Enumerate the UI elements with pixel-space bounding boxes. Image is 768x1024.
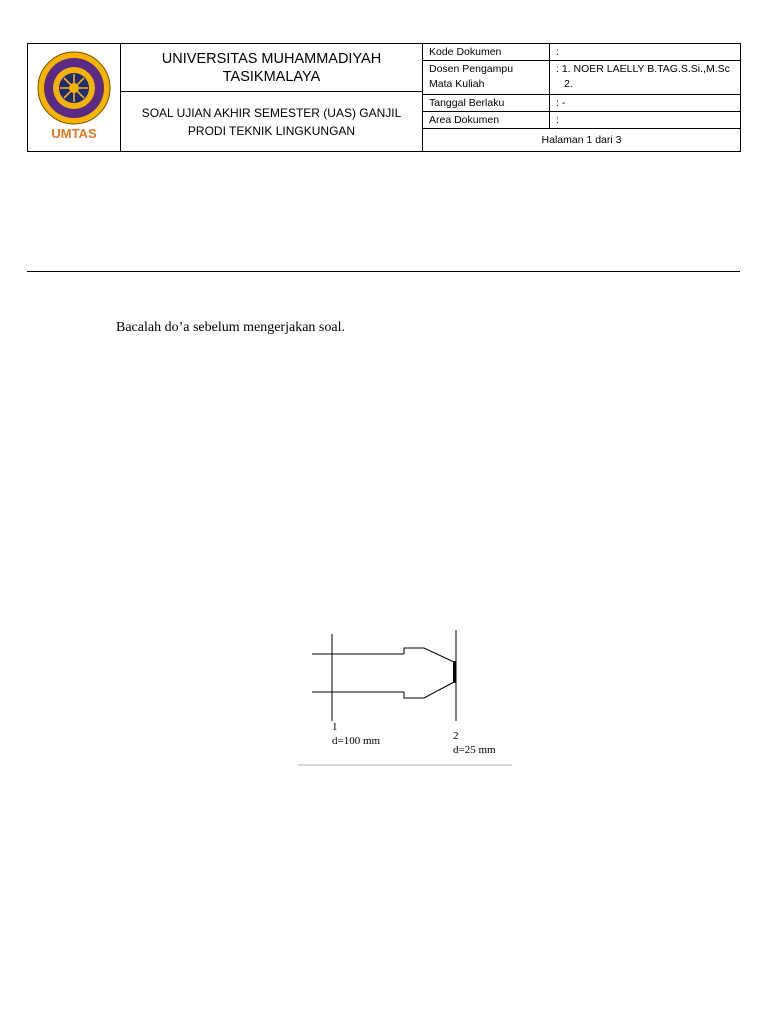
mata-kuliah-value: 2.	[564, 78, 573, 90]
kode-dokumen-value: :	[550, 44, 741, 61]
umtas-logo-icon	[34, 50, 114, 140]
exam-line2: PRODI TEKNIK LINGKUNGAN	[187, 123, 356, 138]
section-1-number: 1	[332, 721, 338, 733]
university-name	[121, 44, 423, 92]
exam-title	[121, 92, 423, 152]
row-area	[423, 112, 740, 129]
logo-cell	[28, 44, 121, 152]
dosen-matakuliah-value	[550, 61, 741, 95]
university-line2: TASIKMALAYA	[222, 68, 321, 85]
nozzle-top-contour	[404, 648, 454, 662]
row-dosen	[423, 61, 740, 95]
nozzle-tip	[453, 661, 456, 683]
instruction-text: Bacalah do’a sebelum mengerjakan soal.	[116, 320, 345, 335]
tanggal-value: : -	[550, 95, 741, 112]
kode-dokumen-label: Kode Dokumen	[423, 44, 550, 61]
row-kode-dokumen	[423, 44, 740, 61]
dosen-label: Dosen Pengampu	[429, 63, 514, 75]
meta-cell	[423, 44, 741, 152]
section-1-diameter: d=100 mm	[332, 735, 381, 747]
nozzle-bottom-contour	[404, 682, 454, 698]
page-info: Halaman 1 dari 3	[541, 134, 622, 146]
logo-text: UMTAS	[51, 126, 97, 140]
exam-line1: SOAL UJIAN AKHIR SEMESTER (UAS) GANJIL	[141, 105, 402, 120]
university-line1: UNIVERSITAS MUHAMMADIYAH	[161, 50, 382, 67]
meta-table	[423, 44, 740, 151]
nozzle-diagram	[298, 626, 514, 768]
tanggal-label: Tanggal Berlaku	[423, 95, 550, 112]
section-2-number: 2	[453, 730, 459, 742]
dosen-value: : 1. NOER LAELLY B.TAG.S.Si.,M.Sc	[556, 63, 730, 75]
section-2-diameter: d=25 mm	[453, 744, 496, 756]
document-header	[27, 43, 741, 152]
horizontal-rule	[27, 271, 740, 272]
area-label: Area Dokumen	[423, 112, 550, 129]
row-page	[423, 129, 740, 152]
mata-kuliah-label: Mata Kuliah	[429, 78, 485, 90]
row-tanggal	[423, 95, 740, 112]
dosen-matakuliah-label	[423, 61, 550, 95]
area-value: :	[550, 112, 741, 129]
